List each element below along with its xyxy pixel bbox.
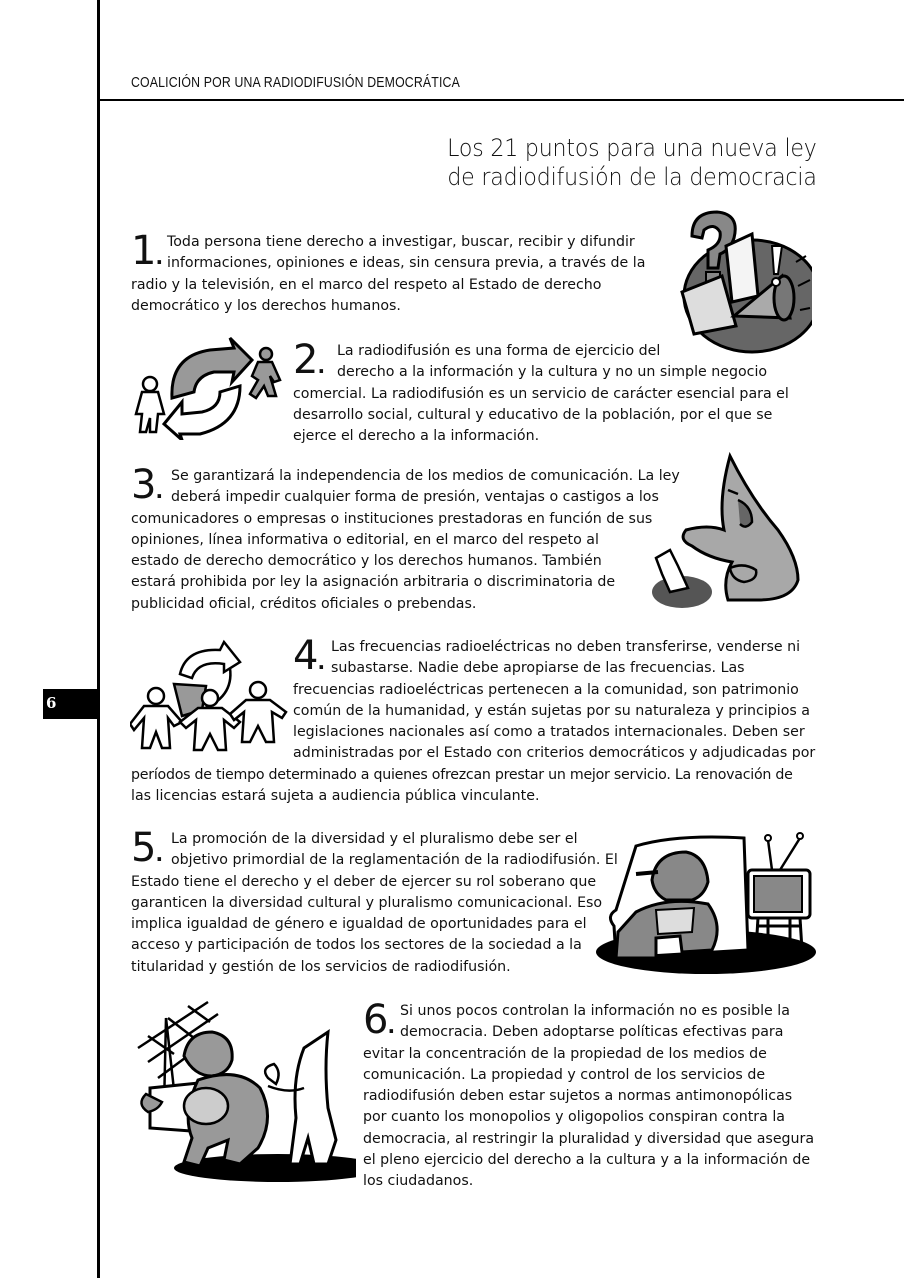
page-number-tab: [43, 689, 98, 719]
point-line: administradas por el Estado con criterios democráticos y adjudicadas por: [293, 745, 816, 762]
point-line: legislaciones nacionales así como a tratados internacionales. Deben ser: [293, 724, 805, 741]
point-line: informaciones, opiniones e ideas, sin censura previa, a través de la: [167, 255, 646, 272]
point-line: publicidad oficial, créditos oficiales o prebendas.: [131, 595, 477, 612]
point-4-continued: [131, 765, 793, 808]
point-line: derecho a la información y la cultura y no un simple negocio: [337, 364, 768, 381]
point-line: deberá impedir cualquier forma de presión, ventajas o castigos a los: [171, 489, 659, 506]
point-line: Se garantizará la independencia de los medios de comunicación. La ley: [171, 468, 680, 484]
header-rule: [97, 99, 904, 101]
point-line: Estado tiene el derecho y el deber de ejercer su rol soberano que: [131, 873, 597, 890]
point-6: [363, 997, 815, 1193]
point-line: por cuanto los monopolios y oligopolios conspiran contra la: [363, 1109, 785, 1126]
running-head: COALICIÓN POR UNA RADIODIFUSIÓN DEMOCRÁTICA: [131, 74, 460, 91]
title-line-1: Los 21 puntos para una nueva ley: [447, 134, 817, 162]
point-line: períodos de tiempo determinado a quienes ofrezcan prestar un mejor servicio. La renovación de: [131, 767, 793, 783]
point-2: [293, 337, 789, 447]
point-number: 6.: [363, 997, 395, 1043]
point-line: desarrollo social, cultural y educativo de la población, por el que se: [293, 406, 773, 423]
point-number: 4.: [293, 633, 325, 679]
point-number: 2.: [293, 337, 325, 383]
point-line: radio y la televisión, en el marco del respeto al Estado de derecho: [131, 276, 602, 293]
point-line: evitar la concentración de la propiedad de los medios de: [363, 1045, 767, 1062]
point-line: comunicadores o empresas o instituciones prestadoras en función de sus: [131, 510, 653, 527]
man-grabbing-tv-antenna-icon: [128, 988, 356, 1184]
point-line: frecuencias radioeléctricas pertenecen a la comunidad, son patrimonio: [293, 681, 799, 698]
point-4: [293, 633, 816, 765]
point-line: garanticen la diversidad cultural y pluralismo comunicacional. Eso: [131, 894, 603, 911]
point-line: estado de derecho democrático y los derechos humanos. También: [131, 553, 602, 570]
point-number: 5.: [131, 825, 163, 871]
point-line: Las frecuencias radioeléctricas no deben transferirse, venderse ni: [331, 639, 801, 655]
point-line: los ciudadanos.: [363, 1173, 474, 1190]
point-line: opiniones, línea informativa o editorial, en el marco del respeto al: [131, 531, 599, 548]
point-line: democracia. Deben adoptarse políticas efectivas para: [400, 1024, 784, 1041]
point-line: subastarse. Nadie debe apropiarse de las frecuencias. Las: [331, 660, 745, 677]
point-line: La radiodifusión es una forma de ejercicio del: [337, 343, 661, 359]
point-line: el pleno ejercicio del derecho a la cultura y a la información de: [363, 1152, 811, 1169]
margin-vertical-rule: [97, 0, 100, 1278]
point-number: 3.: [131, 462, 163, 508]
point-1: [131, 228, 646, 317]
point-line: comunicación. La propiedad y control de los servicios de: [363, 1066, 766, 1083]
man-in-armchair-watching-tv-icon: [596, 826, 818, 976]
point-3: [131, 462, 680, 615]
point-line: titularidad y gestión de los servicios de radiodifusión.: [131, 958, 511, 975]
point-line: democracia, al restringir la pluralidad y diversidad que asegura: [363, 1130, 815, 1147]
point-line: estará prohibida por ley la asignación arbitraria o discriminatoria de: [131, 574, 616, 591]
title-line-2: de radiodifusión de la democracia: [447, 163, 817, 191]
giant-pointing-at-small-figure-icon: [648, 450, 818, 615]
page-title: [447, 134, 817, 192]
point-line: común de la humanidad, y están sujetas por su naturaleza y principios a: [293, 702, 810, 719]
point-line: las licencias estará sujeta a audiencia pública vinculante.: [131, 788, 540, 805]
point-line: radiodifusión deben estar sujetos a normas antimonopólicas: [363, 1088, 793, 1105]
point-line: democrático y los derechos humanos.: [131, 297, 401, 314]
page-number: 6: [46, 694, 57, 712]
point-line: objetivo primordial de la reglamentación de la radiodifusión. El: [171, 852, 618, 869]
megaphone-question-exclamation-icon: [672, 206, 812, 354]
point-5: [131, 825, 618, 978]
point-line: acceso y participación de todos los sectores de la sociedad a la: [131, 937, 582, 954]
point-number: 1.: [131, 228, 163, 274]
point-line: Si unos pocos controlan la información no es posible la: [400, 1003, 790, 1019]
people-holding-hands-arrow-icon: [130, 638, 288, 754]
point-line: La promoción de la diversidad y el pluralismo debe ser el: [171, 831, 578, 847]
point-line: Toda persona tiene derecho a investigar, buscar, recibir y difundir: [167, 234, 635, 250]
point-line: implica igualdad de género e igualdad de oportunidades para el: [131, 916, 587, 933]
point-line: comercial. La radiodifusión es un servicio de carácter esencial para el: [293, 385, 789, 402]
people-exchange-arrows-icon: [130, 336, 286, 440]
point-line: ejerce el derecho a la información.: [293, 428, 540, 445]
